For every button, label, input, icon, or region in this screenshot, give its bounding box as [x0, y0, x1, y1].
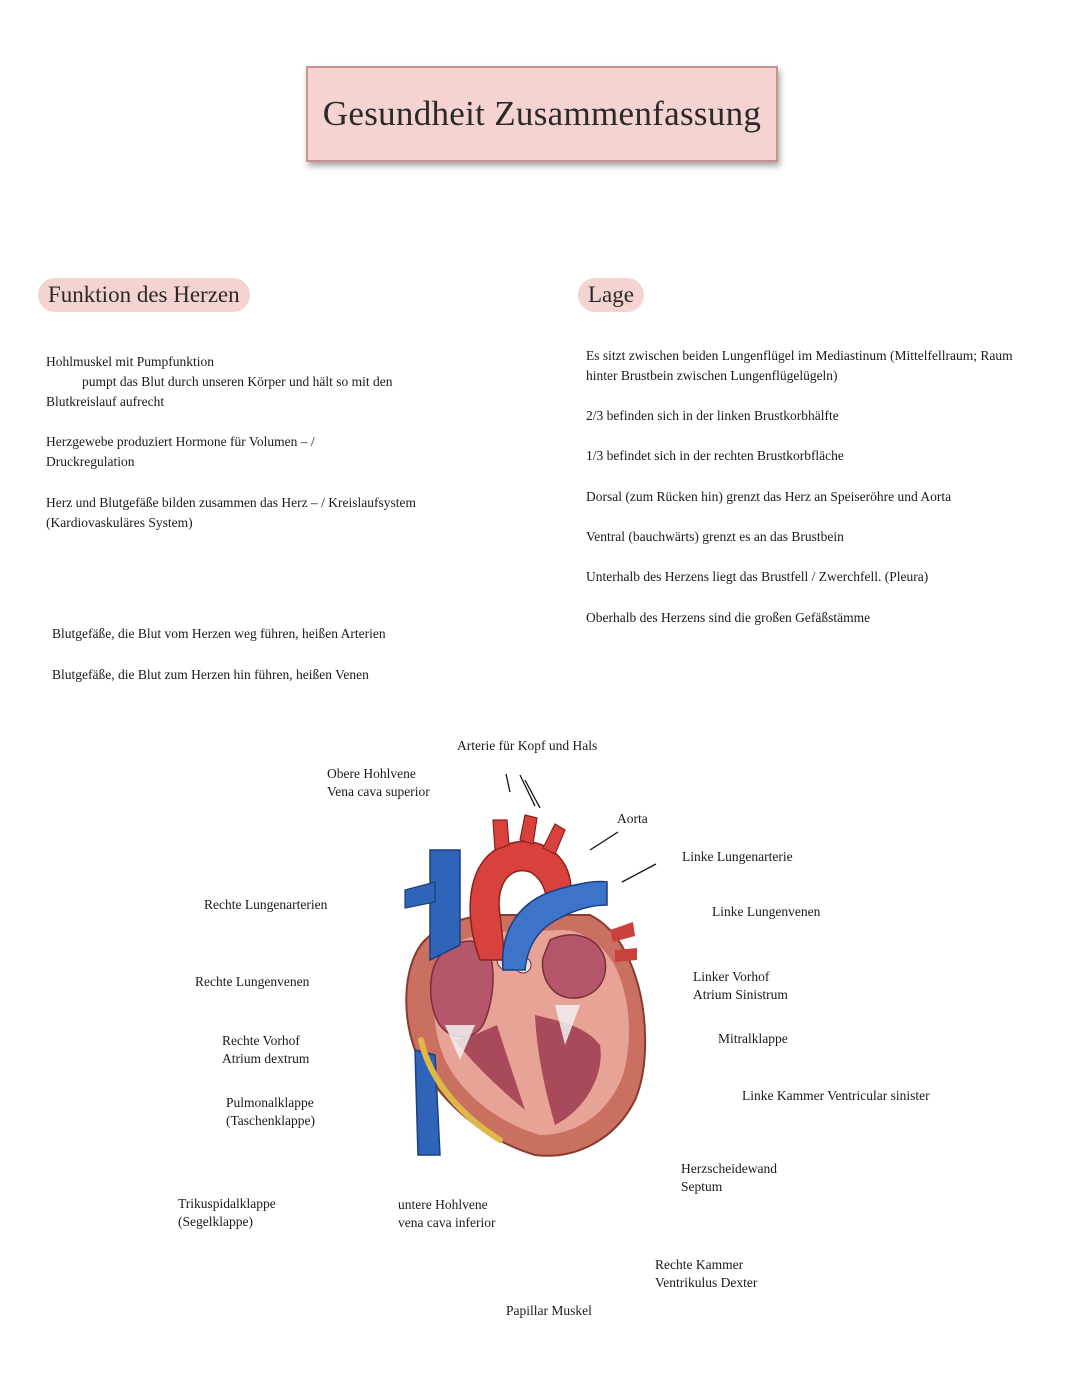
- funktion-p1-line2: pumpt das Blut durch unseren Körper und hält so mit den: [82, 374, 393, 389]
- venen-definition: Blutgefäße, die Blut zum Herzen hin führen, heißen Venen: [52, 667, 369, 682]
- label-linke-lungenvenen: Linke Lungenvenen: [712, 904, 821, 919]
- label-trikuspidal-1: Trikuspidalklappe: [178, 1196, 276, 1211]
- label-obere-hohlvene: [327, 765, 430, 801]
- label-pulmonalklappe: [226, 1094, 315, 1130]
- section-heading-funktion: Funktion des Herzen: [38, 278, 250, 312]
- label-linker-vorhof-2: Atrium Sinistrum: [693, 987, 788, 1002]
- funktion-paragraph-1: [46, 352, 446, 412]
- label-trikuspidalklappe: [178, 1195, 276, 1231]
- lage-item-7: Oberhalb des Herzens sind die großen Gefäßstämme: [586, 610, 871, 625]
- superior-vena-cava: [430, 850, 460, 960]
- label-arterie-kopf: Arterie für Kopf und Hals: [457, 738, 598, 753]
- lage-item-4: Dorsal (zum Rücken hin) grenzt das Herz an Speiseröhre und Aorta: [586, 489, 952, 504]
- label-rechte-kammer: [655, 1256, 757, 1292]
- left-atrium: [542, 935, 605, 998]
- label-aorta: Aorta: [617, 811, 648, 826]
- label-rechte-kammer-1: Rechte Kammer: [655, 1257, 744, 1272]
- label-linker-vorhof: [693, 968, 788, 1004]
- label-rechte-lungenarterien: Rechte Lungenarterien: [204, 897, 328, 912]
- lage-item-1: Es sitzt zwischen beiden Lungenflügel im Mediastinum (Mittelfellraum; Raum hinter Brustbein zwischen Lungenflügelügeln): [586, 348, 1013, 383]
- label-herzscheidewand: [681, 1160, 777, 1196]
- lage-item-2: 2/3 befinden sich in der linken Brustkorbhälfte: [586, 408, 839, 423]
- label-rechter-vorhof: [222, 1032, 309, 1068]
- label-obere-hohlvene-2: Vena cava superior: [327, 784, 430, 799]
- label-pulmonalklappe-2: (Taschenklappe): [226, 1113, 316, 1128]
- label-rechte-lungenvenen: Rechte Lungenvenen: [195, 974, 310, 989]
- heart-illustration: [385, 810, 655, 1160]
- label-untere-hohlvene-2: vena cava inferior: [398, 1215, 496, 1230]
- lage-item-6: Unterhalb des Herzens liegt das Brustfell / Zwerchfell. (Pleura): [586, 569, 929, 584]
- label-trikuspidal-2: (Segelklappe): [178, 1214, 253, 1229]
- label-rechte-kammer-2: Ventrikulus Dexter: [655, 1275, 758, 1290]
- label-rechter-vorhof-2: Atrium dextrum: [222, 1051, 310, 1066]
- label-obere-hohlvene-1: Obere Hohlvene: [327, 766, 416, 781]
- title-box: [306, 66, 778, 162]
- label-linke-lungenarterie: Linke Lungenarterie: [682, 849, 793, 864]
- funktion-p1-line3: Blutkreislauf aufrecht: [46, 394, 165, 409]
- label-herzscheidewand-2: Septum: [681, 1179, 723, 1194]
- label-untere-hohlvene-1: untere Hohlvene: [398, 1197, 488, 1212]
- funktion-paragraph-3: Herz und Blutgefäße bilden zusammen das Herz – / Kreislaufsystem (Kardiovaskuläres System): [46, 495, 417, 530]
- label-untere-hohlvene: [398, 1196, 495, 1232]
- label-pulmonalklappe-1: Pulmonalklappe: [226, 1095, 314, 1110]
- lage-item-3: 1/3 befindet sich in der rechten Brustkorbfläche: [586, 448, 844, 463]
- arterien-definition: Blutgefäße, die Blut vom Herzen weg führen, heißen Arterien: [52, 626, 386, 641]
- label-linke-kammer: Linke Kammer Ventricular sinister: [742, 1088, 930, 1103]
- label-mitralklappe: Mitralklappe: [718, 1031, 788, 1046]
- page-title: Gesundheit Zusammenfassung: [322, 94, 762, 133]
- label-herzscheidewand-1: Herzscheidewand: [681, 1161, 777, 1176]
- label-papillar-muskel: Papillar Muskel: [506, 1303, 592, 1318]
- label-rechter-vorhof-1: Rechte Vorhof: [222, 1033, 300, 1048]
- lage-item-5: Ventral (bauchwärts) grenzt es an das Brustbein: [586, 529, 844, 544]
- section-heading-lage: Lage: [578, 278, 644, 312]
- funktion-paragraph-2: Herzgewebe produziert Hormone für Volumen – / Druckregulation: [46, 434, 315, 469]
- label-linker-vorhof-1: Linker Vorhof: [693, 969, 770, 984]
- funktion-p1-line1: Hohlmuskel mit Pumpfunktion: [46, 354, 215, 369]
